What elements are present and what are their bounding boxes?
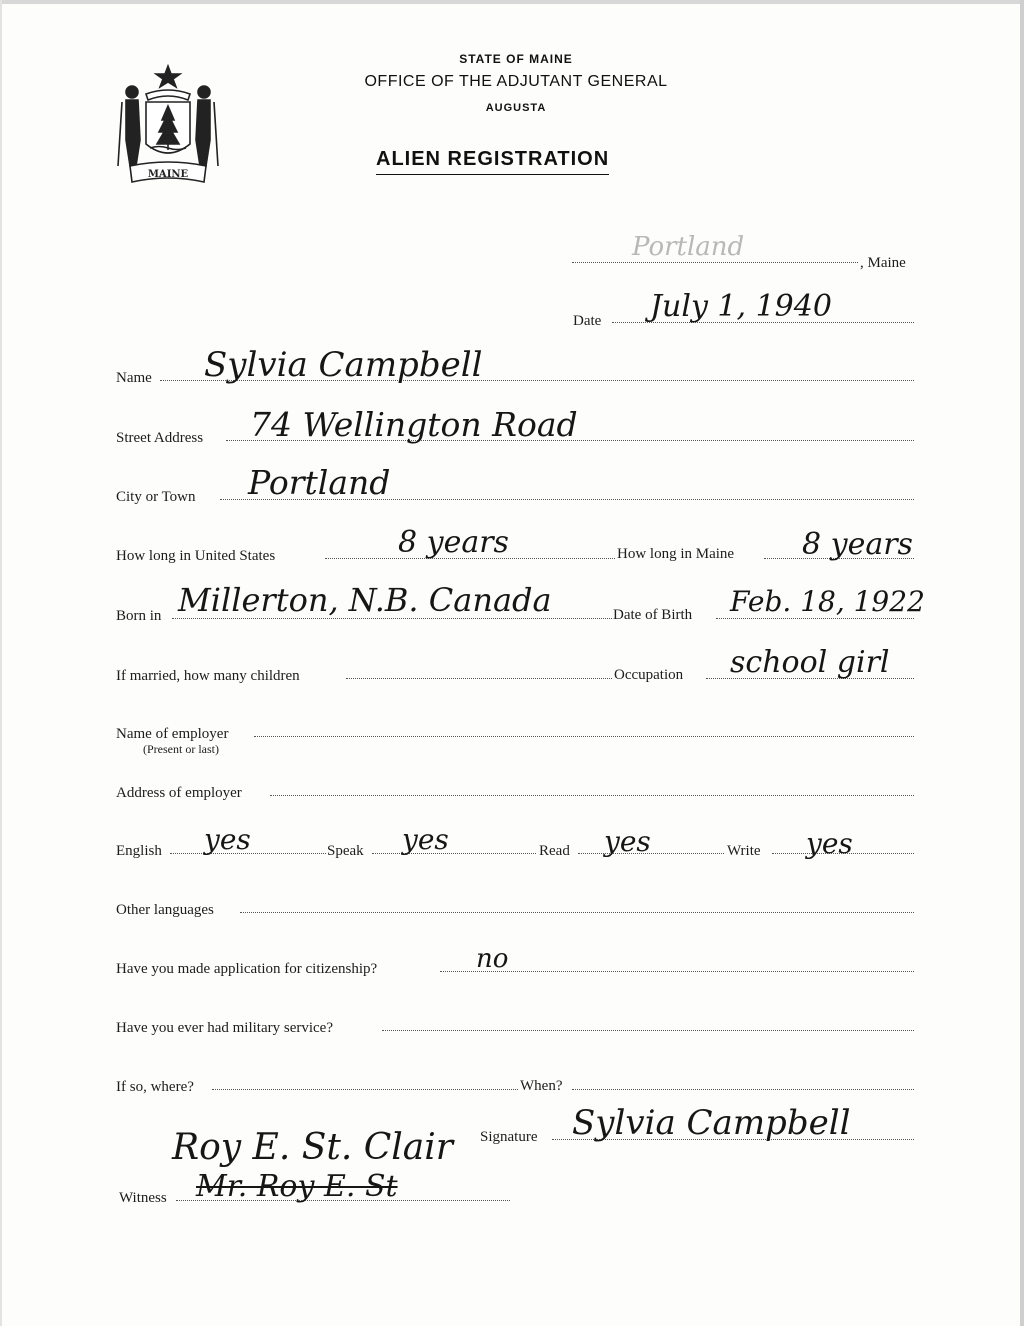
read-label: Read [539,843,570,859]
name-label: Name [116,370,152,386]
employer-label: Name of employer [116,726,229,742]
birthplace-value[interactable]: Millerton, N.B. Canada [178,581,552,619]
speak-label: Speak [327,843,364,859]
city-label: City or Town [116,489,196,505]
witness-signature[interactable]: Roy E. St. Clair [172,1127,453,1168]
read-line [578,853,724,854]
scan-edge-left [0,0,2,1326]
employer-address-label: Address of employer [116,785,242,801]
birthplace-label: Born in [116,608,162,624]
date-value[interactable]: July 1, 1940 [650,289,832,324]
witness-struck-name: Mr. Roy E. St [196,1169,398,1204]
citizenship-line [440,971,914,972]
children-label: If married, how many children [116,668,300,684]
military-label: Have you ever had military service? [116,1020,333,1036]
citizenship-value[interactable]: no [476,944,509,974]
date-label: Date [573,313,602,329]
header-city: AUGUSTA [485,102,547,114]
maine-duration-label: How long in Maine [617,546,735,562]
write-label: Write [727,843,761,859]
speak-line [372,853,536,854]
street-label: Street Address [116,430,204,446]
name-value[interactable]: Sylvia Campbell [204,345,483,385]
citizenship-label: Have you made application for citizenship? [116,961,378,977]
scan-edge-right [1020,0,1024,1326]
english-value[interactable]: yes [204,823,251,856]
header-office: OFFICE OF THE ADJUTANT GENERAL [364,73,668,90]
signature-label: Signature [480,1129,538,1145]
maine-duration-value[interactable]: 8 years [802,527,913,562]
witness-label: Witness [119,1190,167,1206]
read-value[interactable]: yes [604,825,651,858]
occupation-value[interactable]: school girl [730,645,890,680]
city-value[interactable]: Portland [248,463,391,502]
dob-line [716,618,914,619]
military-line [382,1030,914,1031]
header-state: STATE OF MAINE [459,52,573,66]
town-value[interactable]: Portland [632,232,745,262]
scan-edge-top [0,0,1024,4]
other-languages-label: Other languages [116,902,214,918]
other-languages-line [240,912,914,913]
employer-line [254,736,914,737]
seal-motto: MAINE [147,169,189,180]
town-line [572,262,858,263]
street-value[interactable]: 74 Wellington Road [250,405,578,444]
employer-sublabel: (Present or last) [143,742,219,756]
english-label: English [116,843,162,859]
speak-value[interactable]: yes [402,823,449,856]
signature-value[interactable]: Sylvia Campbell [572,1103,851,1143]
dob-value[interactable]: Feb. 18, 1922 [730,585,925,618]
where-line [212,1089,518,1090]
employer-address-line [270,795,914,796]
us-duration-label: How long in United States [116,548,276,564]
where-label: If so, where? [116,1079,194,1095]
when-label: When? [520,1078,563,1094]
dob-label: Date of Birth [613,607,693,623]
us-duration-value[interactable]: 8 years [398,525,509,560]
occupation-label: Occupation [614,667,684,683]
write-value[interactable]: yes [806,827,853,860]
town-suffix-label: , Maine [860,255,906,271]
form-title: ALIEN REGISTRATION [376,148,609,175]
children-line [346,678,612,679]
when-line [572,1089,914,1090]
state-seal-icon [112,62,224,188]
